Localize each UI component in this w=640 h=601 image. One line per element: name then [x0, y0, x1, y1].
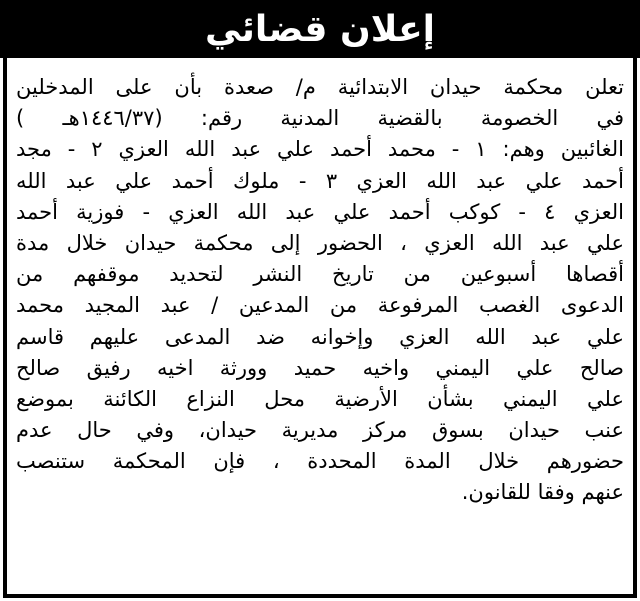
notice-line: في الخصومة بالقضية المدنية رقم: (١٤٤٦/٣٧هـ ) — [16, 106, 624, 131]
notice-line: عنهم وفقا للقانون. — [461, 480, 624, 505]
notice-line: عنب حيدان بسوق مركز مديرية حيدان، وفي حال عدم — [16, 418, 624, 443]
notice-line: تعلن محكمة حيدان الابتدائية م/ صعدة بأن على المدخلين — [16, 75, 624, 99]
notice-line: أقصاها أسبوعين من تاريخ النشر لتحديد موقفهم من — [16, 262, 624, 287]
notice-line: علي اليمني بشأن الأرضية محل النزاع الكائنة بموضع — [16, 386, 624, 411]
header-band — [0, 0, 640, 58]
notice-line: الدعوى الغصب المرفوعة من المدعين / عبد المجيد محمد — [16, 293, 624, 318]
notice-line: صالح علي اليمني واخيه حميد وورثة اخيه رفيق صالح — [16, 355, 624, 380]
notice-line: علي عبد الله العزي ، الحضور إلى محكمة حيدان خلال مدة — [16, 230, 624, 255]
notice-title: إعلان قضائي — [204, 8, 436, 50]
notice-line: أحمد علي عبد الله العزي ٣ - ملوك أحمد علي عبد الله — [16, 168, 624, 193]
notice-line: الغائبين وهم: ١ - محمد أحمد علي عبد الله العزي ٢ - مجد — [16, 137, 624, 162]
notice-line: علي عبد الله العزي وإخوانه ضد المدعى عليهم قاسم — [16, 324, 624, 349]
notice-body — [16, 72, 624, 509]
notice-line: العزي ٤ - كوكب أحمد علي عبد الله العزي - فوزية أحمد — [16, 199, 624, 224]
notice-line: حضورهم خلال المدة المحددة ، فإن المحكمة ستنصب — [16, 449, 624, 474]
